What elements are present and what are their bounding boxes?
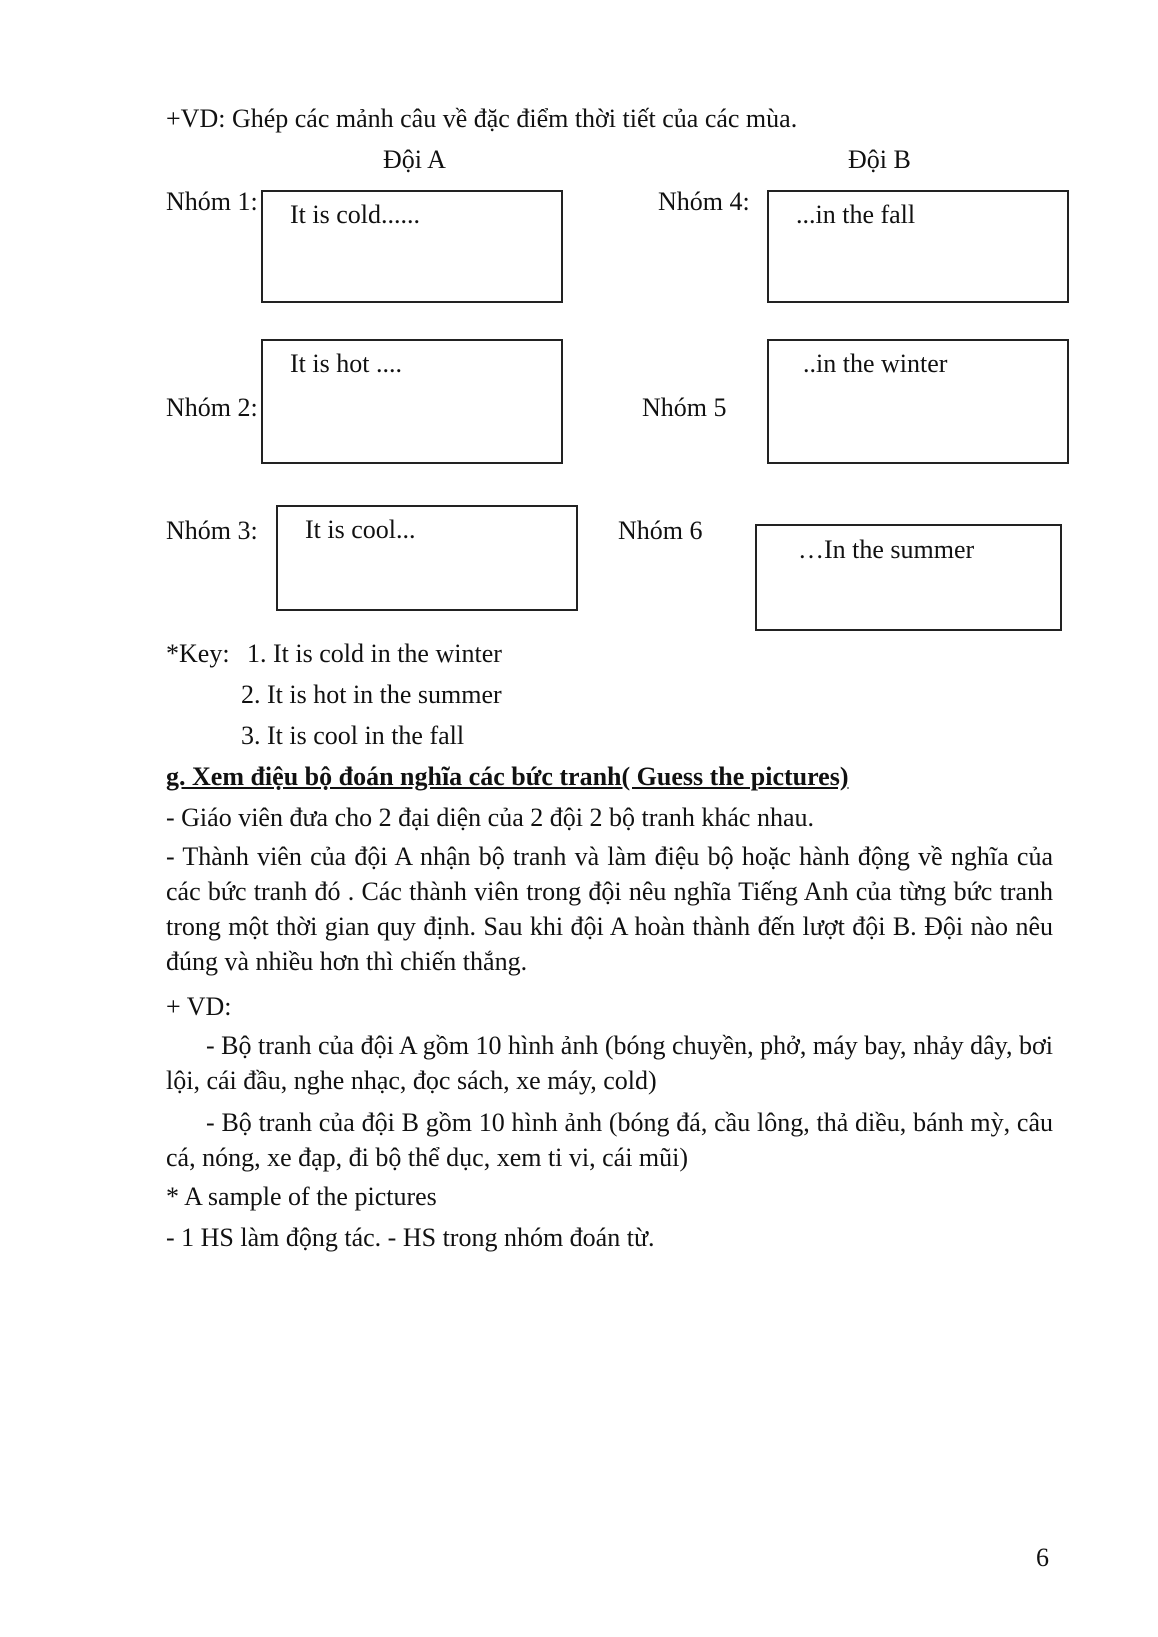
- key-item-3: 3. It is cool in the fall: [241, 721, 465, 750]
- group-5-label: Nhóm 5: [642, 393, 727, 422]
- group-6-text: …In the summer: [798, 535, 975, 564]
- group-6-label: Nhóm 6: [618, 516, 703, 545]
- page-number: 6: [1036, 1543, 1049, 1572]
- sample-line: * A sample of the pictures: [166, 1182, 437, 1211]
- team-b-header: Đội B: [848, 145, 911, 174]
- group-2-label: Nhóm 2:: [166, 393, 258, 422]
- key-item-1: 1. It is cold in the winter: [247, 639, 502, 668]
- team-a-header: Đội A: [383, 145, 446, 174]
- section-line-1: - Giáo viên đưa cho 2 đại diện của 2 đội 2 bộ tranh khác nhau.: [166, 803, 815, 832]
- last-line: - 1 HS làm động tác. - HS trong nhóm đoán từ.: [166, 1223, 655, 1252]
- team-a-pictures-paragraph: - Bộ tranh của đội A gồm 10 hình ảnh (bóng chuyền, phở, máy bay, nhảy dây, bơi lội, cái đầu, nghe nhạc, đọc sách, xe máy, cold): [166, 1031, 1053, 1095]
- team-b-pictures-paragraph: - Bộ tranh của đội B gồm 10 hình ảnh (bóng đá, cầu lông, thả diều, bánh mỳ, câu cá, nóng, xe đạp, đi bộ thể dục, xem ti vi, cái mũi): [166, 1108, 1053, 1172]
- group-4-text: ...in the fall: [796, 200, 916, 229]
- group-4-label: Nhóm 4:: [658, 187, 750, 216]
- group-1-label: Nhóm 1:: [166, 187, 258, 216]
- group-1-text: It is cold......: [290, 200, 420, 229]
- group-5-text: ..in the winter: [803, 349, 948, 378]
- group-2-text: It is hot ....: [290, 349, 402, 378]
- key-item-2: 2. It is hot in the summer: [241, 680, 502, 709]
- section-heading: g. Xem điệu bộ đoán nghĩa các bức tranh( Guess the pictures): [166, 762, 849, 791]
- section-paragraph-rules: - Thành viên của đội A nhận bộ tranh và làm điệu bộ hoặc hành động về nghĩa của các bức tranh đó . Các thành viên trong đội nêu nghĩa Tiếng Anh của từng bức tranh trong một thời gian quy định. Sau khi đội A hoàn thành đến lượt đội B. Đội nào nêu đúng và nhiều hơn thì chiến thắng.: [166, 842, 1053, 976]
- example-label: + VD:: [166, 992, 232, 1021]
- group-3-label: Nhóm 3:: [166, 516, 258, 545]
- group-3-text: It is cool...: [305, 515, 416, 544]
- key-prefix: *Key:: [166, 639, 230, 668]
- intro-line: +VD: Ghép các mảnh câu về đặc điểm thời tiết của các mùa.: [166, 104, 798, 133]
